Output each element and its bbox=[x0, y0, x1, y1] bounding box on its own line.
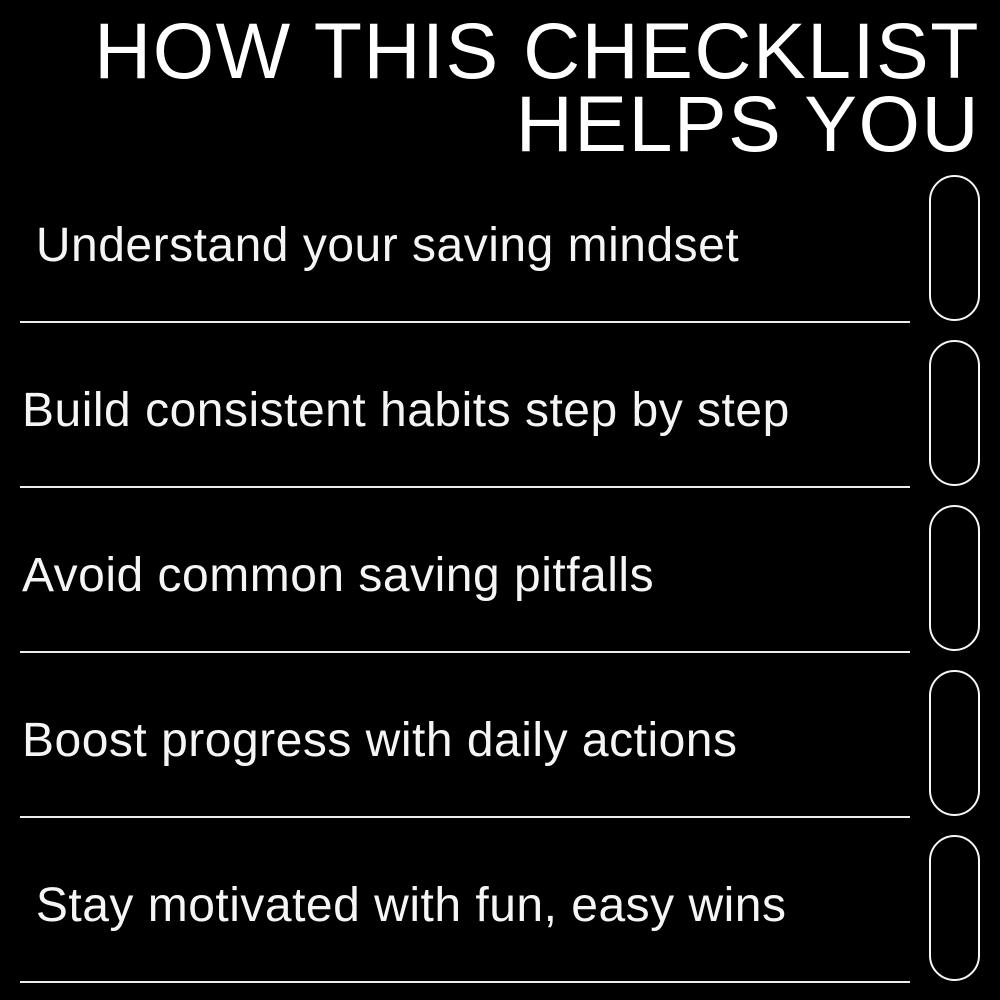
checklist-row bbox=[0, 323, 1000, 488]
page-title-line-2: HELPS YOU bbox=[515, 79, 980, 168]
row-divider-line bbox=[20, 981, 910, 983]
page-title bbox=[0, 6, 980, 168]
checklist-item-label: Boost progress with daily actions bbox=[22, 714, 738, 767]
checklist-item-label: Stay motivated with fun, easy wins bbox=[22, 879, 787, 932]
checklist-item-label: Understand your saving mindset bbox=[22, 219, 740, 272]
checklist bbox=[0, 158, 1000, 983]
checkbox-slot[interactable] bbox=[929, 340, 980, 486]
checkbox-slot[interactable] bbox=[929, 175, 980, 321]
checkbox-slot[interactable] bbox=[929, 505, 980, 651]
checkbox-slot[interactable] bbox=[929, 670, 980, 816]
checklist-item-label: Avoid common saving pitfalls bbox=[22, 549, 655, 602]
checklist-row bbox=[0, 818, 1000, 983]
checkbox-slot[interactable] bbox=[929, 835, 980, 981]
checklist-item-label: Build consistent habits step by step bbox=[22, 384, 790, 437]
checklist-row bbox=[0, 488, 1000, 653]
checklist-row bbox=[0, 158, 1000, 323]
checklist-row bbox=[0, 653, 1000, 818]
page-title-line-1: HOW THIS CHECKLIST bbox=[94, 6, 980, 95]
